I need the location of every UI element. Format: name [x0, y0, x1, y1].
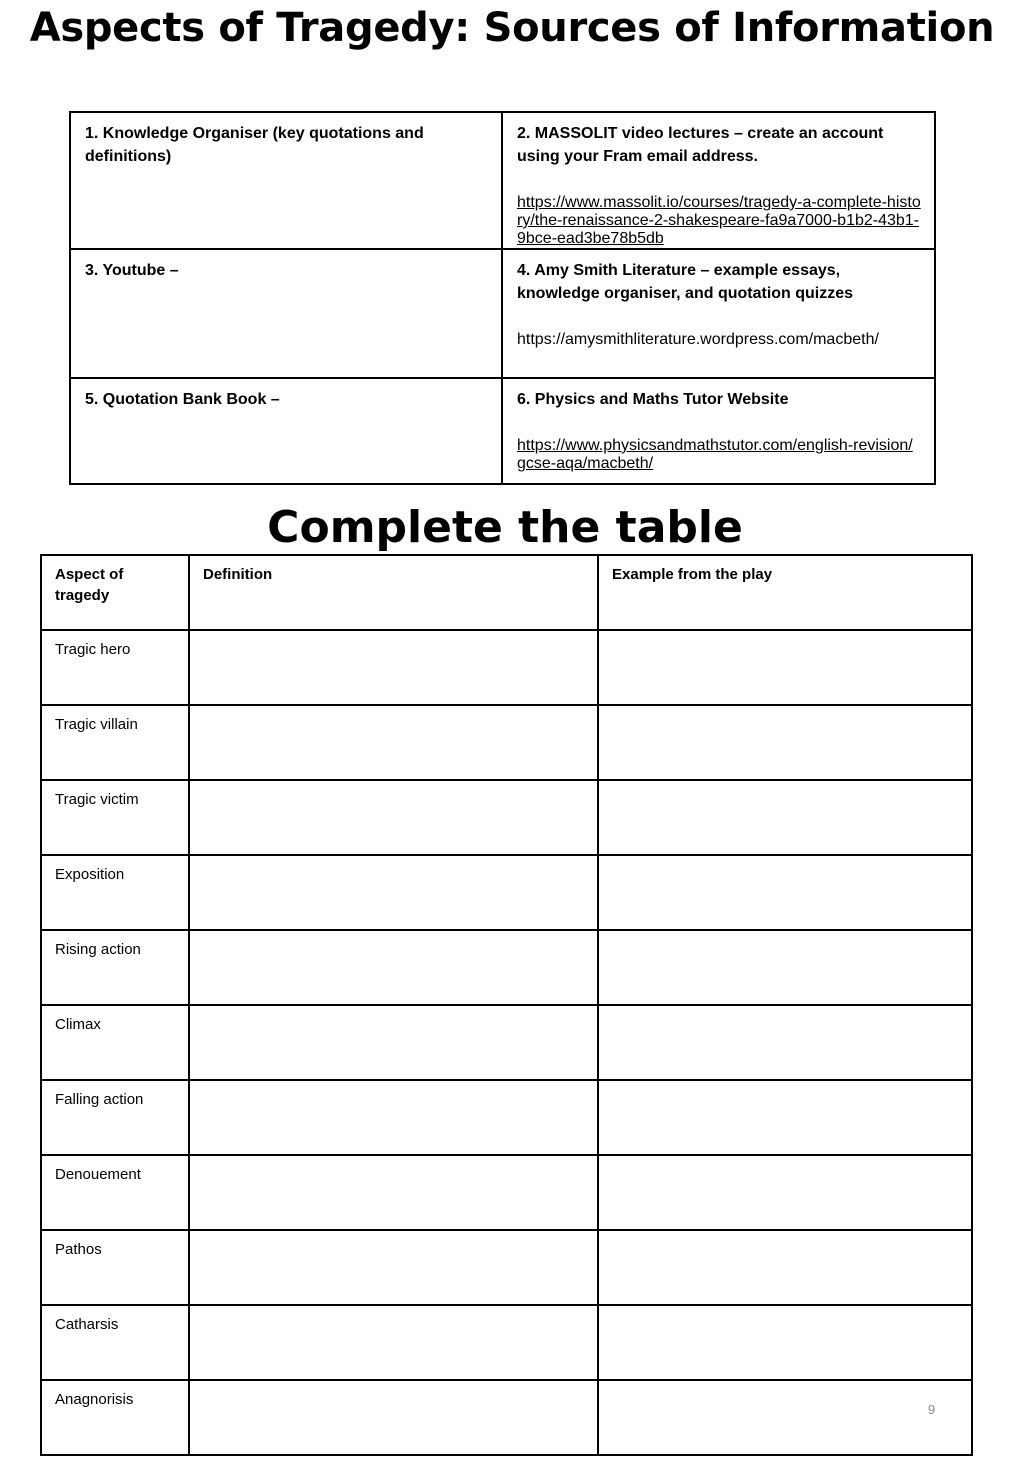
aspect-name: Catharsis [41, 1305, 189, 1380]
example-cell[interactable] [598, 1230, 972, 1305]
example-cell[interactable] [598, 1080, 972, 1155]
example-cell[interactable] [598, 1005, 972, 1080]
source-heading: 2. MASSOLIT video lectures – create an account using your Fram email address. [517, 125, 884, 165]
aspect-name: Denouement [41, 1155, 189, 1230]
definition-cell[interactable] [189, 630, 598, 705]
aspect-name: Tragic victim [41, 780, 189, 855]
example-cell[interactable] [598, 780, 972, 855]
definition-cell[interactable] [189, 855, 598, 930]
table-title: Complete the table [267, 502, 743, 553]
example-cell[interactable] [598, 1380, 972, 1455]
header-definition: Definition [189, 555, 598, 630]
page-title: Aspects of Tragedy: Sources of Information [29, 5, 995, 51]
source-cell-knowledge-organiser [70, 112, 502, 249]
table-row [41, 855, 972, 930]
definition-cell[interactable] [189, 705, 598, 780]
aspect-name: Rising action [41, 930, 189, 1005]
table-header-row [41, 555, 972, 630]
definition-cell[interactable] [189, 1230, 598, 1305]
table-row [41, 1155, 972, 1230]
table-row [41, 780, 972, 855]
definition-cell[interactable] [189, 1305, 598, 1380]
aspect-name: Pathos [41, 1230, 189, 1305]
header-aspect: Aspect of tragedy [41, 555, 189, 630]
table-row [41, 1230, 972, 1305]
aspect-name: Anagnorisis [41, 1380, 189, 1455]
aspect-name: Exposition [41, 855, 189, 930]
definition-cell[interactable] [189, 1080, 598, 1155]
massolit-link[interactable]: https://www.massolit.io/courses/tragedy-a-complete-history/the-renaissance-2-shakespeare-fa9a7000-b1b2-43b1-9bce-ead3be78b5db [517, 194, 921, 247]
table-row [41, 705, 972, 780]
table-row [41, 630, 972, 705]
definition-cell[interactable] [189, 1155, 598, 1230]
aspects-table [40, 554, 973, 1456]
source-cell-massolit [502, 112, 935, 249]
table-row [41, 1380, 972, 1455]
example-cell[interactable] [598, 855, 972, 930]
source-cell-youtube [70, 249, 502, 378]
table-row [41, 1305, 972, 1380]
definition-cell[interactable] [189, 780, 598, 855]
table-row [41, 1005, 972, 1080]
example-cell[interactable] [598, 1305, 972, 1380]
physics-maths-tutor-link[interactable]: https://www.physicsandmathstutor.com/english-revision/gcse-aqa/macbeth/ [517, 437, 913, 472]
aspect-name: Climax [41, 1005, 189, 1080]
sources-table [69, 111, 936, 485]
definition-cell[interactable] [189, 930, 598, 1005]
page-number: 9 [928, 1402, 936, 1417]
source-cell-amy-smith [502, 249, 935, 378]
source-heading: 5. Quotation Bank Book – [85, 391, 280, 408]
table-row [41, 1080, 972, 1155]
aspect-name: Falling action [41, 1080, 189, 1155]
example-cell[interactable] [598, 1155, 972, 1230]
example-cell[interactable] [598, 630, 972, 705]
definition-cell[interactable] [189, 1005, 598, 1080]
aspect-name: Tragic hero [41, 630, 189, 705]
header-example: Example from the play [598, 555, 972, 630]
example-cell[interactable] [598, 930, 972, 1005]
source-heading: 4. Amy Smith Literature – example essays, knowledge organiser, and quotation quizzes [517, 262, 854, 302]
source-heading: 1. Knowledge Organiser (key quotations and definitions) [85, 125, 424, 165]
table-row [41, 930, 972, 1005]
amy-smith-link[interactable]: https://amysmithliterature.wordpress.com/macbeth/ [517, 331, 879, 348]
definition-cell[interactable] [189, 1380, 598, 1455]
source-heading: 6. Physics and Maths Tutor Website [517, 391, 789, 408]
source-cell-physics-maths-tutor [502, 378, 935, 484]
example-cell[interactable] [598, 705, 972, 780]
source-cell-quotation-bank [70, 378, 502, 484]
aspect-name: Tragic villain [41, 705, 189, 780]
source-heading: 3. Youtube – [85, 262, 179, 279]
